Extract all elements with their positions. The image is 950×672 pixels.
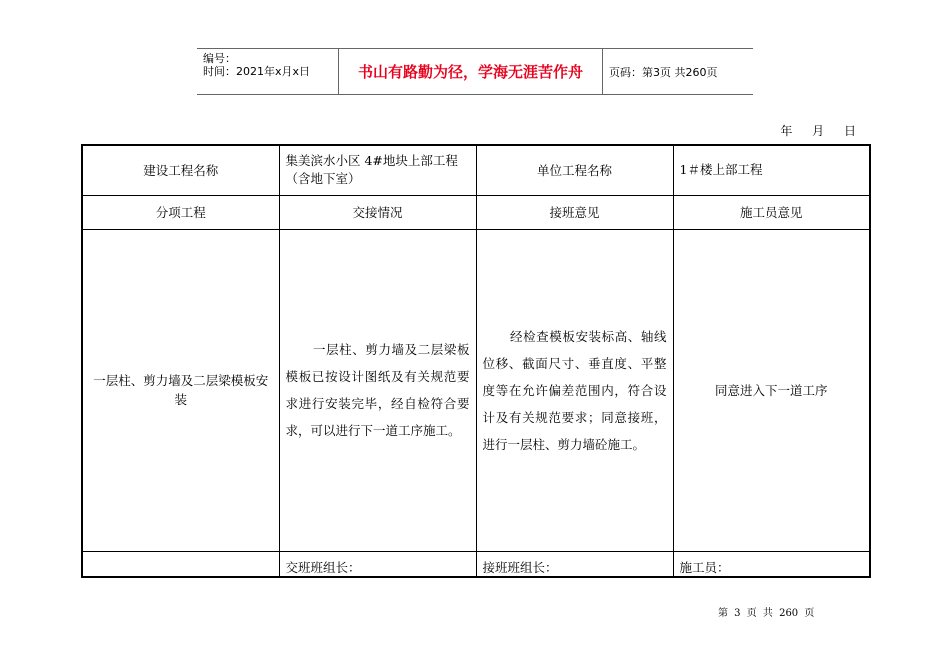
table-row-headers xyxy=(82,195,870,229)
body-acceptance: 经检查模板安装标高、轴线位移、截面尺寸、垂直度、平整度等在允许偏差范围内，符合设计及有关规范要求；同意接班，进行一层柱、剪力墙砼施工。 xyxy=(476,229,673,551)
handover-table xyxy=(81,144,871,578)
header-page-code: 页码：第3页 共260页 xyxy=(609,65,718,79)
body-handover: 一层柱、剪力墙及二层梁板模板已按设计图纸及有关规范要求进行安装完毕，经自检符合要求，可以进行下一道工序施工。 xyxy=(279,229,476,551)
table-row-project xyxy=(82,145,870,195)
acceptance-leader-signature: 接班班组长： xyxy=(476,551,673,577)
body-subitem: 一层柱、剪力墙及二层梁模板安装 xyxy=(82,229,279,551)
project-name-value: 集美滨水小区 4#地块上部工程（含地下室） xyxy=(279,145,476,195)
time-label: 时间：2021年x月x日 xyxy=(203,65,311,78)
signature-empty-cell xyxy=(82,551,279,577)
worker-signature: 施工员： xyxy=(673,551,870,577)
header-acceptance: 接班意见 xyxy=(476,195,673,229)
table-row-signatures xyxy=(82,551,870,577)
unit-name-value: 1＃楼上部工程 xyxy=(673,145,870,195)
document-header xyxy=(197,48,753,95)
project-name-label: 建设工程名称 xyxy=(82,145,279,195)
unit-name-label: 单位工程名称 xyxy=(476,145,673,195)
number-label: 编号： xyxy=(203,52,236,65)
body-worker-opinion: 同意进入下一道工序 xyxy=(673,229,870,551)
header-subitem: 分项工程 xyxy=(82,195,279,229)
header-handover: 交接情况 xyxy=(279,195,476,229)
table-row-body xyxy=(82,229,870,551)
header-worker-opinion: 施工员意见 xyxy=(673,195,870,229)
header-motto: 书山有路勤为径，学海无涯苦作舟 xyxy=(339,49,603,94)
date-line: 年 月 日 xyxy=(780,124,856,138)
handover-leader-signature: 交班班组长： xyxy=(279,551,476,577)
header-meta-cell xyxy=(197,49,339,94)
page-footer: 第 3 页 共 260 页 xyxy=(718,608,815,619)
